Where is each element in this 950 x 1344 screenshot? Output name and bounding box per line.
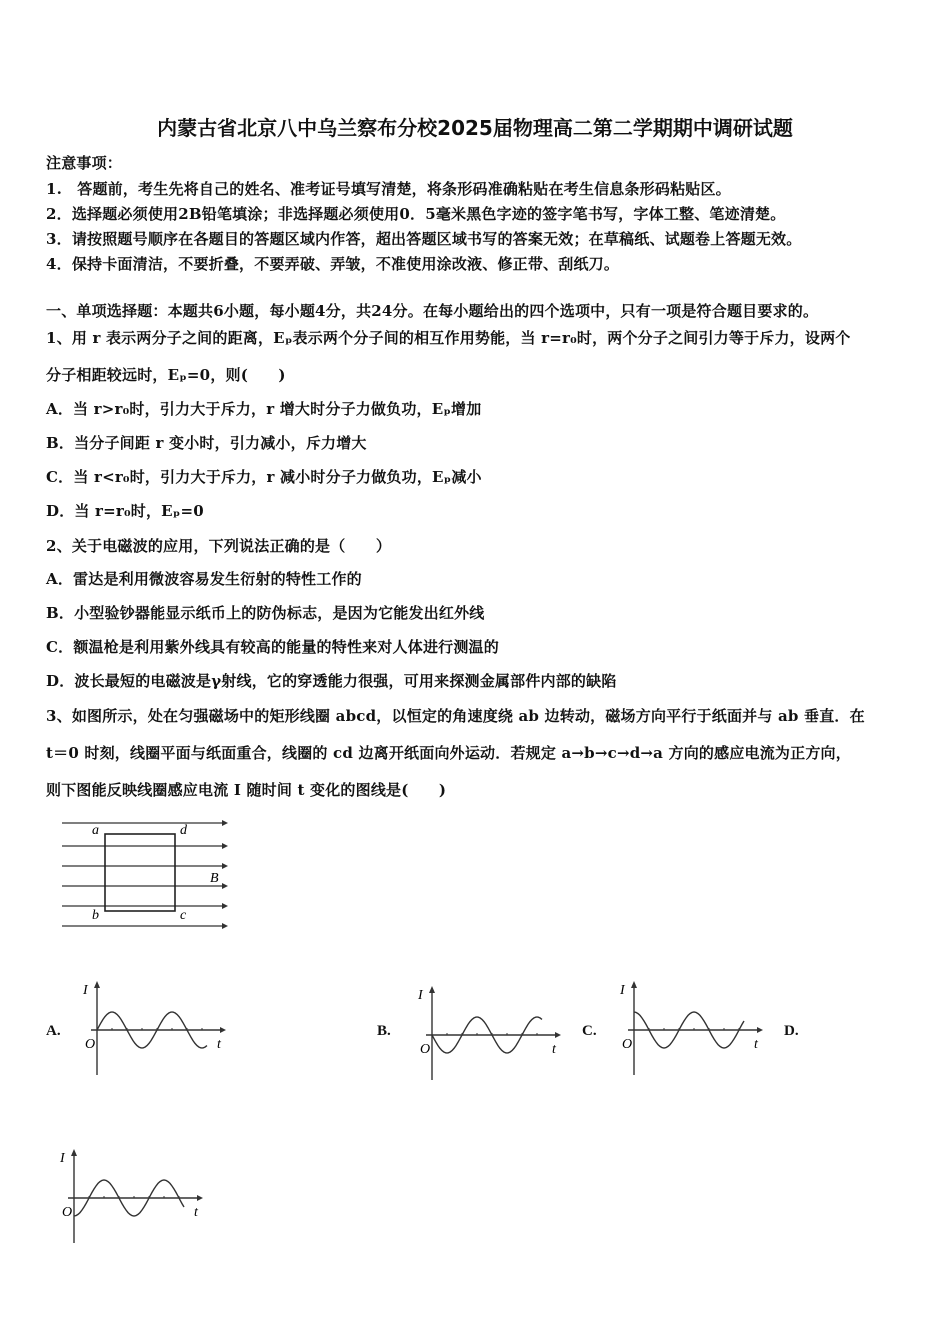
x-axis-arrow: [555, 1032, 561, 1038]
origin-label: O: [62, 1205, 73, 1220]
x-axis-arrow: [197, 1195, 203, 1201]
x-axis-arrow: [757, 1027, 763, 1033]
axis-label-i: I: [620, 983, 625, 998]
axis-label-t: t: [217, 1037, 221, 1052]
q3-stem: 3、如图所示，处在匀强磁场中的矩形线圈 abcd，以恒定的角速度绕 ab 边转动，磁场方向平行于纸面并与 ab 垂直．在: [46, 707, 865, 725]
q3-stem: t＝0 时刻，线圈平面与纸面重合，线圈的 cd 边离开纸面向外运动．若规定 a→b→c→d→a 方向的感应电流为正方向，: [46, 744, 851, 762]
q1-option-d: D．当 r=r₀时，Eₚ=0: [46, 502, 204, 520]
graph-a: [85, 980, 235, 1080]
y-axis-arrow: [429, 986, 435, 993]
q3-option-d: D.: [784, 1023, 799, 1039]
notice-item: 3．请按照题号顺序在各题目的答题区域内作答，超出答题区域书写的答案无效；在草稿纸、试题卷上答题无效。: [46, 230, 802, 248]
axis-label-t: t: [552, 1042, 556, 1057]
page-title: 内蒙古省北京八中乌兰察布分校2025届物理高二第二学期期中调研试题: [157, 116, 793, 140]
label-b: b: [92, 908, 99, 923]
q2-option-c: C．额温枪是利用紫外线具有较高的能量的特性来对人体进行测温的: [46, 638, 499, 656]
q2-stem: 2、关于电磁波的应用，下列说法正确的是（ ）: [46, 537, 392, 555]
origin-label: O: [622, 1037, 633, 1052]
coil-figure: [60, 818, 230, 933]
axis-label-i: I: [83, 983, 88, 998]
q3-stem: 则下图能反映线圈感应电流 I 随时间 t 变化的图线是( ): [46, 781, 447, 799]
graph-c: [622, 980, 772, 1080]
axis-label-t: t: [194, 1205, 198, 1220]
q3-option-c: C.: [582, 1023, 597, 1039]
axis-label-t: t: [754, 1037, 758, 1052]
q1-stem: 1、用 r 表示两分子之间的距离，Eₚ表示两个分子间的相互作用势能，当 r=r₀时，两个分子之间引力等于斥力，设两个: [46, 329, 851, 347]
axis-label-i: I: [60, 1151, 65, 1166]
section-heading: 一、单项选择题：本题共6小题，每小题4分，共24分。在每小题给出的四个选项中，只有一项是符合题目要求的。: [46, 302, 819, 320]
label-d: d: [180, 823, 187, 838]
q1-stem: 分子相距较远时，Eₚ=0，则( ): [46, 366, 286, 384]
q1-option-a: A．当 r>r₀时，引力大于斥力，r 增大时分子力做负功，Eₚ增加: [46, 400, 482, 418]
y-axis-arrow: [71, 1149, 77, 1156]
q3-option-a: A.: [46, 1023, 61, 1039]
q2-option-d: D．波长最短的电磁波是γ射线，它的穿透能力很强，可用来探测金属部件内部的缺陷: [46, 672, 617, 690]
q1-option-b: B．当分子间距 r 变小时，引力减小，斥力增大: [46, 434, 367, 452]
axis-label-i: I: [418, 988, 423, 1003]
origin-label: O: [85, 1037, 96, 1052]
notice-item: 4．保持卡面清洁，不要折叠，不要弄破、弄皱，不准使用涂改液、修正带、刮纸刀。: [46, 255, 620, 273]
y-axis-arrow: [631, 981, 637, 988]
graph-d: [62, 1148, 212, 1248]
q3-option-b: B.: [377, 1023, 391, 1039]
y-axis-arrow: [94, 981, 100, 988]
label-c: c: [180, 908, 187, 923]
label-field-b: B: [210, 871, 219, 886]
notice-item: 1. 答题前，考生先将自己的姓名、准考证号填写清楚，将条形码准确粘贴在考生信息条形码粘贴区。: [46, 180, 731, 198]
notice-item: 2．选择题必须使用2B铅笔填涂；非选择题必须使用0．5毫米黑色字迹的签字笔书写，字体工整、笔迹清楚。: [46, 205, 786, 223]
origin-label: O: [420, 1042, 431, 1057]
notice-heading: 注意事项：: [46, 154, 123, 172]
x-axis-arrow: [220, 1027, 226, 1033]
label-a: a: [92, 823, 99, 838]
q2-option-b: B．小型验钞器能显示纸币上的防伪标志，是因为它能发出红外线: [46, 604, 485, 622]
q2-option-a: A．雷达是利用微波容易发生衍射的特性工作的: [46, 570, 362, 588]
q1-option-c: C．当 r<r₀时，引力大于斥力，r 减小时分子力做负功，Eₚ减小: [46, 468, 482, 486]
graph-b: [420, 985, 570, 1085]
